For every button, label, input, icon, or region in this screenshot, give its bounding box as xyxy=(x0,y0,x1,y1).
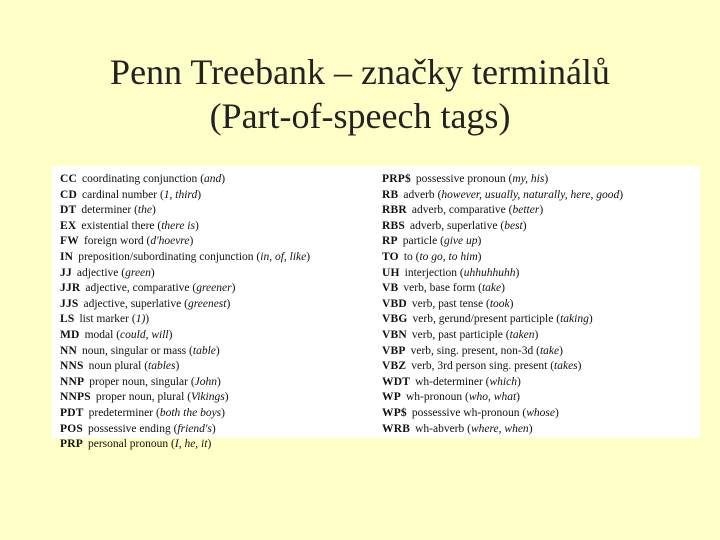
tag-description: cardinal number xyxy=(82,188,158,201)
tag-row: PRP personal pronoun (I, he, it) xyxy=(60,438,212,451)
slide-title-line-2: (Part-of-speech tags) xyxy=(209,96,511,136)
tag-row: DT determiner (the) xyxy=(60,204,156,217)
tag-row: CC coordinating conjunction (and) xyxy=(60,173,226,185)
tag-row: WDT wh-determiner (which) xyxy=(382,375,521,388)
tag-description: foreign word xyxy=(83,235,144,248)
tag-description: adjective, superlative xyxy=(83,297,182,310)
tag-description: adverb, superlative xyxy=(409,219,498,232)
tag-example: best xyxy=(504,219,523,232)
tag-row: POS possessive ending (friend's) xyxy=(60,422,216,435)
tag-example: who, what xyxy=(468,391,517,404)
tag-row: VBZ verb, 3rd person sing. present (takes) xyxy=(382,360,582,373)
tag-code: WRB xyxy=(382,422,411,435)
tag-row: NN noun, singular or mass (table) xyxy=(60,344,220,357)
tag-example: Vikings xyxy=(191,391,225,404)
tag-example: taking xyxy=(560,313,589,326)
tag-description: verb, 3rd person sing. present xyxy=(411,360,548,373)
tag-example: whose xyxy=(526,406,555,419)
tag-code: RP xyxy=(382,235,398,248)
tag-row: MD modal (could, will) xyxy=(60,328,173,341)
tag-code: POS xyxy=(60,422,83,435)
tag-description: verb, past tense xyxy=(411,297,484,310)
tag-column-right xyxy=(382,172,696,437)
tag-code: FW xyxy=(60,235,79,248)
tag-description: noun, singular or mass xyxy=(82,344,187,357)
tag-row: LS list marker (1)) xyxy=(60,313,150,326)
tag-code: PRP xyxy=(60,438,83,451)
tag-code: CC xyxy=(60,173,78,185)
tag-code: VBN xyxy=(382,328,407,341)
tag-example: could, will xyxy=(120,328,169,341)
tag-description: adjective, comparative xyxy=(85,282,190,295)
tag-row: RP particle (give up) xyxy=(382,235,482,248)
tag-row: NNPS proper noun, plural (Vikings) xyxy=(60,391,229,404)
tag-row: VBD verb, past tense (took) xyxy=(382,297,514,310)
tag-description: noun plural xyxy=(88,360,142,373)
tag-row: VBG verb, gerund/present participle (taking) xyxy=(382,313,593,326)
tag-description: wh-pronoun xyxy=(405,391,463,404)
tag-code: VBP xyxy=(382,344,406,357)
tag-example: better xyxy=(512,204,540,217)
tag-row: WP$ possessive wh-pronoun (whose) xyxy=(382,406,559,419)
tag-example: greener xyxy=(196,282,232,295)
tag-description: possessive ending xyxy=(87,422,171,435)
tag-row: JJS adjective, superlative (greenest) xyxy=(60,297,231,310)
tag-code: VBG xyxy=(382,313,408,326)
tag-row: RB adverb (however, usually, naturally, here, good) xyxy=(382,188,624,201)
tag-code: UH xyxy=(382,266,400,279)
tag-code: WP$ xyxy=(382,406,407,419)
tag-example: greenest xyxy=(187,297,227,310)
tag-example: take xyxy=(481,282,502,295)
tag-example: took xyxy=(489,297,510,310)
tag-description: possessive pronoun xyxy=(415,173,506,185)
tag-description: determiner xyxy=(81,204,132,217)
tag-example: which xyxy=(489,375,517,388)
tag-example: I, he, it xyxy=(174,438,208,451)
tag-code: NNPS xyxy=(60,391,91,404)
tag-example: and xyxy=(204,173,222,185)
tag-description: personal pronoun xyxy=(87,438,169,451)
tag-row: CD cardinal number (1, third) xyxy=(60,188,202,201)
tag-description: existential there xyxy=(81,219,155,232)
tag-description: adjective xyxy=(76,266,119,279)
tag-row: PRP$ possessive pronoun (my, his) xyxy=(382,173,549,185)
tag-example: taken xyxy=(509,328,535,341)
tag-row: NNS noun plural (tables) xyxy=(60,360,180,373)
tag-code: CD xyxy=(60,188,78,201)
tag-description: preposition/subordinating conjunction xyxy=(78,250,254,263)
tag-code: NN xyxy=(60,344,78,357)
tag-row: UH interjection (uhhuhhuhh) xyxy=(382,266,520,279)
tag-description: particle xyxy=(402,235,438,248)
tag-row: IN preposition/subordinating conjunction (in, of, like) xyxy=(60,250,311,263)
tag-example: tables xyxy=(148,360,176,373)
tag-code: RBR xyxy=(382,204,407,217)
tag-description: coordinating conjunction xyxy=(82,173,198,185)
tag-code: IN xyxy=(60,250,74,263)
tag-description: verb, past participle xyxy=(411,328,503,341)
tag-example: in, of, like xyxy=(260,250,307,263)
tag-row: WRB wh-abverb (where, when) xyxy=(382,422,533,435)
tag-row: WP wh-pronoun (who, what) xyxy=(382,391,521,404)
tag-description: predeterminer xyxy=(88,406,154,419)
tag-code: EX xyxy=(60,219,77,232)
tag-code: NNS xyxy=(60,360,84,373)
tag-example: d'hoevre xyxy=(150,235,190,248)
slide-title-line-1: Penn Treebank – značky terminálů xyxy=(110,52,610,92)
tag-example: green xyxy=(125,266,151,279)
tag-row: TO to (to go, to him) xyxy=(382,250,482,263)
tag-code: VBZ xyxy=(382,360,407,373)
tag-column-left xyxy=(60,172,376,453)
tag-code: PRP$ xyxy=(382,173,411,185)
tag-table-image xyxy=(52,166,700,451)
tag-code: JJS xyxy=(60,297,79,310)
tag-example: John xyxy=(194,375,218,388)
tag-description: verb, gerund/present participle xyxy=(412,313,554,326)
tag-description: possessive wh-pronoun xyxy=(411,406,520,419)
tag-description: adverb xyxy=(403,188,435,201)
tag-code: TO xyxy=(382,250,399,263)
tag-example: to go, to him xyxy=(419,250,478,263)
tag-row: NNP proper noun, singular (John) xyxy=(60,375,221,388)
tag-code: LS xyxy=(60,313,75,326)
tag-example: friend's xyxy=(177,422,212,435)
tag-row: PDT predeterminer (both the boys) xyxy=(60,406,225,419)
tag-example: takes xyxy=(554,360,578,373)
tag-code: VBD xyxy=(382,297,407,310)
tag-example: however, usually, naturally, here, good xyxy=(441,188,620,201)
tag-example: where, when xyxy=(470,422,529,435)
tag-row: JJ adjective (green) xyxy=(60,266,155,279)
tag-example: there is xyxy=(161,219,195,232)
tag-description: modal xyxy=(84,328,114,341)
tag-description: wh-abverb xyxy=(415,422,465,435)
tag-row: EX existential there (there is) xyxy=(60,219,199,232)
tag-row: FW foreign word (d'hoevre) xyxy=(60,235,194,248)
tag-example: my, his xyxy=(512,173,545,185)
tag-code: NNP xyxy=(60,375,85,388)
tag-example: the xyxy=(137,204,152,217)
tag-example: table xyxy=(192,344,216,357)
tag-code: WDT xyxy=(382,375,411,388)
tag-description: adverb, comparative xyxy=(411,204,506,217)
tag-code: JJ xyxy=(60,266,72,279)
tag-code: DT xyxy=(60,204,77,217)
tag-example: uhhuhhuhh xyxy=(463,266,516,279)
tag-description: to xyxy=(403,250,413,263)
slide-title xyxy=(0,50,720,138)
tag-code: WP xyxy=(382,391,401,404)
tag-row: RBR adverb, comparative (better) xyxy=(382,204,544,217)
tag-example: 1) xyxy=(135,313,146,326)
tag-description: verb, base form xyxy=(403,282,476,295)
tag-description: wh-determiner xyxy=(415,375,483,388)
tag-example: 1, third xyxy=(163,188,198,201)
tag-code: RB xyxy=(382,188,399,201)
tag-example: give up xyxy=(443,235,478,248)
tag-row: VBP verb, sing. present, non-3d (take) xyxy=(382,344,563,357)
tag-description: list marker xyxy=(79,313,129,326)
tag-row: JJR adjective, comparative (greener) xyxy=(60,282,236,295)
tag-description: verb, sing. present, non-3d xyxy=(410,344,534,357)
tag-code: MD xyxy=(60,328,80,341)
tag-row: VB verb, base form (take) xyxy=(382,282,505,295)
tag-example: take xyxy=(539,344,560,357)
tag-code: PDT xyxy=(60,406,84,419)
tag-code: VB xyxy=(382,282,399,295)
tag-example: both the boys xyxy=(159,406,222,419)
tag-row: RBS adverb, superlative (best) xyxy=(382,219,527,232)
tag-code: RBS xyxy=(382,219,405,232)
tag-row: VBN verb, past participle (taken) xyxy=(382,328,539,341)
tag-description: interjection xyxy=(404,266,458,279)
tag-description: proper noun, singular xyxy=(89,375,188,388)
tag-code: JJR xyxy=(60,282,81,295)
tag-description: proper noun, plural xyxy=(95,391,185,404)
